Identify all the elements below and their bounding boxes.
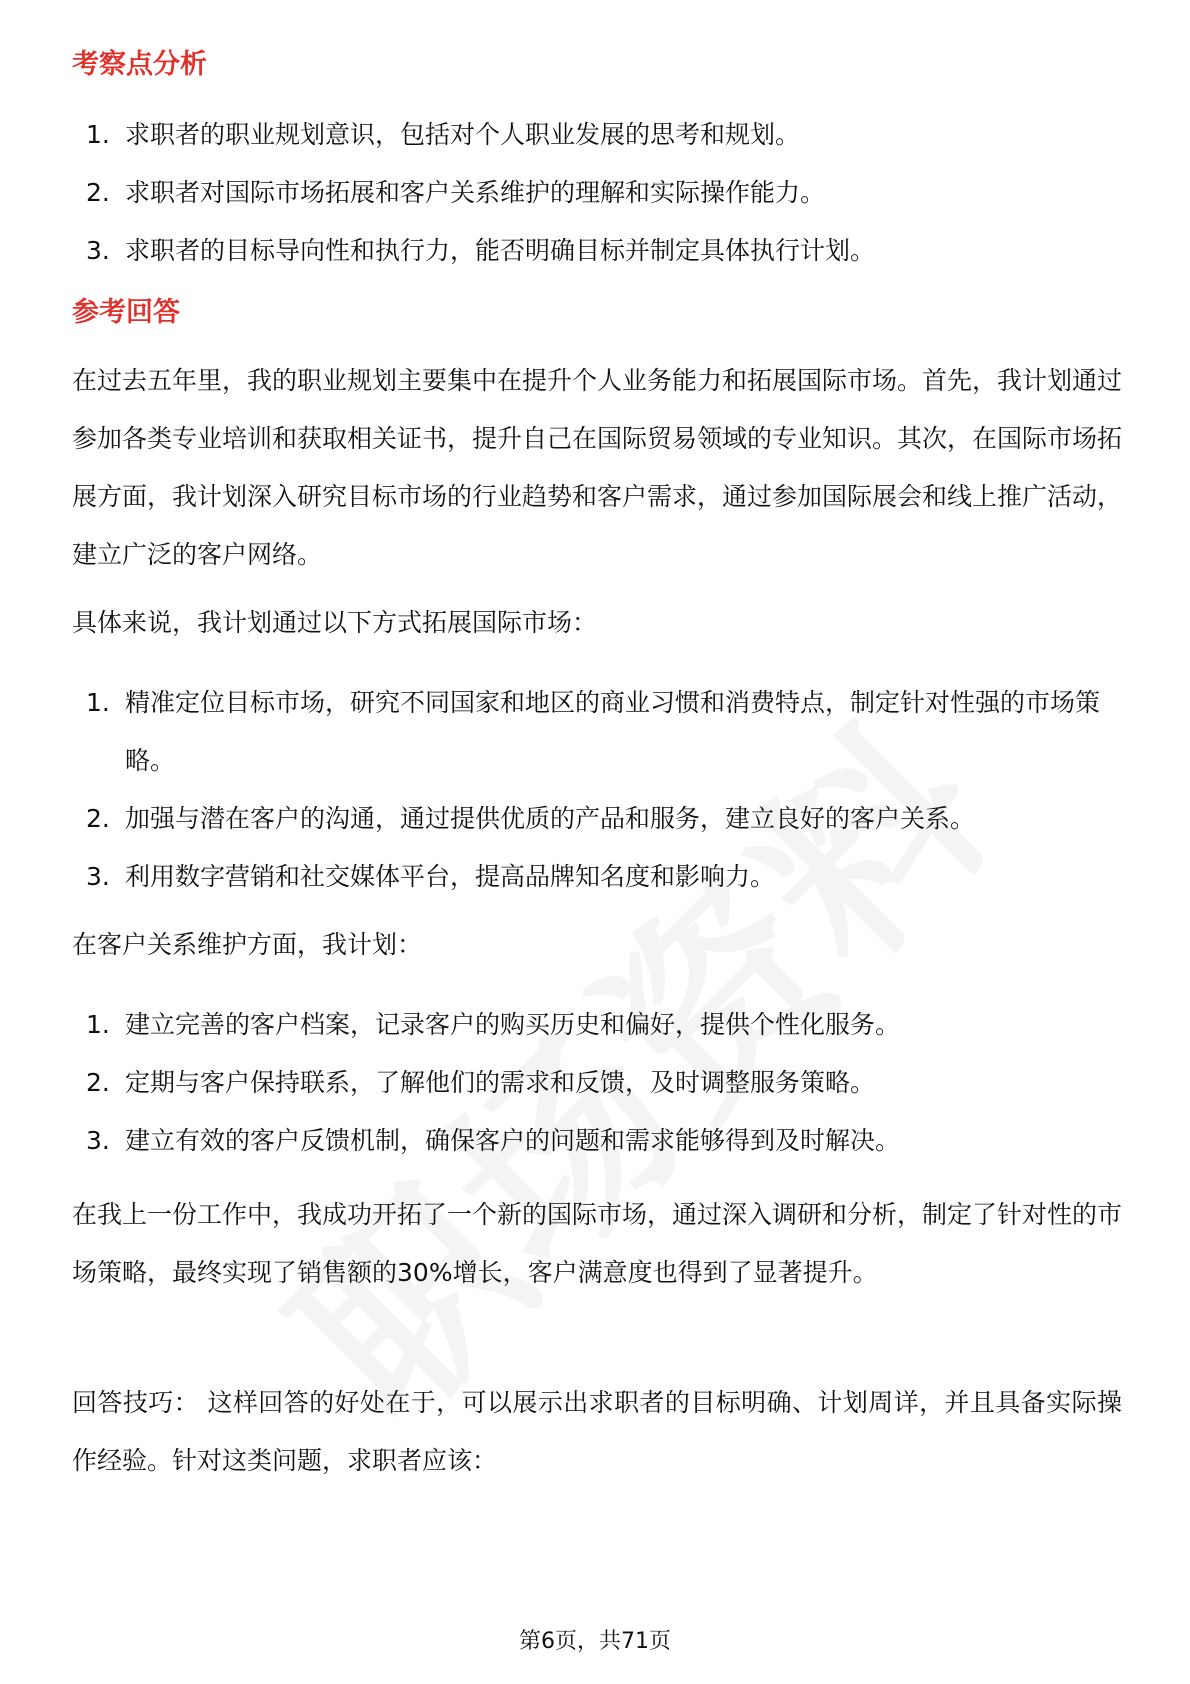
list-item [72,106,1122,164]
list-item-text: 精准定位目标市场，研究不同国家和地区的商业习惯和消费特点，制定针对性强的市场策略。 [125,688,1101,775]
list-item-number: 2. [86,1068,110,1097]
section-heading-analysis: 考察点分析 [72,49,207,80]
list-item-text: 求职者的目标导向性和执行力，能否明确目标并制定具体执行计划。 [125,236,876,265]
answer-intro-paragraph: 在过去五年里，我的职业规划主要集中在提升个人业务能力和拓展国际市场。首先，我计划通过参加各类专业培训和获取相关证书，提升自己在国际贸易领域的专业知识。其次，在国际市场拓展方面，我计划深入研究目标市场的行业趋势和客户需求，通过参加国际展会和线上推广活动，建立广泛的客户网络。 [72,366,1123,569]
list-item-number: 1. [86,688,110,717]
list-item [72,1054,1122,1112]
analysis-list [72,106,1122,280]
list-item-text: 利用数字营销和社交媒体平台，提高品牌知名度和影响力。 [125,862,776,891]
crm-list [72,996,1122,1170]
list-item [72,1112,1122,1170]
market-intro-paragraph: 具体来说，我计划通过以下方式拓展国际市场： [72,608,598,637]
tips-paragraph: 回答技巧： 这样回答的好处在于，可以展示出求职者的目标明确、计划周详，并且具备实际操作经验。针对这类问题，求职者应该： [72,1388,1122,1475]
list-item [72,996,1122,1054]
list-item-number: 1. [86,1010,110,1039]
list-item-text: 加强与潜在客户的沟通，通过提供优质的产品和服务，建立良好的客户关系。 [125,804,976,833]
page-number: 第6页，共71页 [519,1629,671,1654]
list-item-number: 2. [86,178,110,207]
list-item-text: 求职者的职业规划意识，包括对个人职业发展的思考和规划。 [125,120,801,149]
list-item-number: 3. [86,236,110,265]
list-item-number: 3. [86,862,110,891]
list-item [72,674,1122,790]
section-heading-answer: 参考回答 [72,297,180,328]
list-item-text: 建立完善的客户档案，记录客户的购买历史和偏好，提供个性化服务。 [125,1010,901,1039]
list-item-number: 2. [86,804,110,833]
list-item-number: 3. [86,1126,110,1155]
list-item [72,848,1122,906]
list-item-text: 求职者对国际市场拓展和客户关系维护的理解和实际操作能力。 [125,178,826,207]
list-item-text: 建立有效的客户反馈机制，确保客户的问题和需求能够得到及时解决。 [125,1126,901,1155]
list-item [72,790,1122,848]
result-paragraph: 在我上一份工作中，我成功开拓了一个新的国际市场，通过深入调研和分析，制定了针对性的市场策略，最终实现了销售额的30%增长，客户满意度也得到了显著提升。 [72,1200,1123,1287]
list-item-number: 1. [86,120,110,149]
list-item [72,222,1122,280]
list-item [72,164,1122,222]
list-item-text: 定期与客户保持联系，了解他们的需求和反馈，及时调整服务策略。 [125,1068,876,1097]
crm-intro-paragraph: 在客户关系维护方面，我计划： [72,930,423,959]
market-list [72,674,1122,906]
